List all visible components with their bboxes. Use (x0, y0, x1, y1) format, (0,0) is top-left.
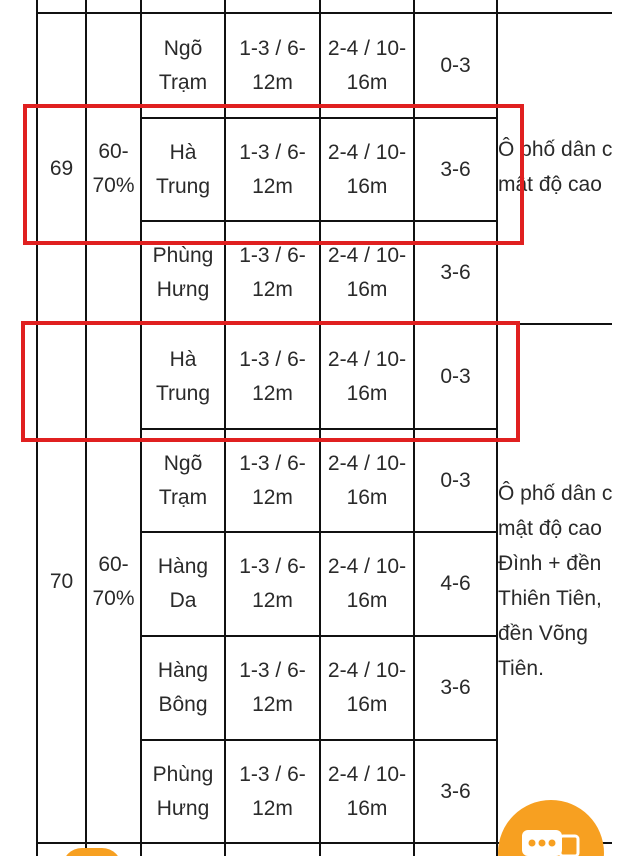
value-cell: 4-6 (440, 572, 471, 595)
value-cell: 3-6 (440, 676, 471, 699)
floors-cell: 1-3 / 6- 12m (239, 659, 306, 716)
chat-bubble-icon (520, 826, 584, 856)
width-cell: 2-4 / 10- 16m (327, 36, 407, 94)
street-cell: Hàng Da (157, 555, 209, 612)
street-cell: Phùng Hưng (152, 243, 214, 301)
street-cell: Hà Trung (155, 140, 211, 198)
highlight-box-row69 (23, 104, 524, 245)
value-cell: 3-6 (440, 779, 471, 803)
value-cell: 3-6 (440, 157, 471, 181)
width-cell: 2-4 / 10- 16m (327, 243, 407, 301)
value-cell: 0-3 (440, 468, 471, 492)
width-cell: 2-4 / 10- 16m (327, 659, 407, 716)
floors-cell: 1-3 / 6- 12m (239, 243, 306, 301)
street-cell: Phùng Hưng (152, 762, 214, 820)
highlight-box-row70 (21, 321, 520, 442)
width-cell: 2-4 / 10- 16m (327, 555, 407, 612)
note-cell: Ô phố dân c mật độ cao Đình + đền Thiên Tiên, đền Võng Tiên. (498, 482, 613, 680)
row-number: 69 (49, 156, 74, 180)
floors-cell: 1-3 / 6- 12m (239, 36, 306, 94)
floors-cell: 1-3 / 6- 12m (239, 555, 306, 612)
width-cell: 2-4 / 10- 16m (327, 762, 407, 820)
street-cell: Ngõ Trạm (158, 36, 208, 94)
density-cell: 60- 70% (92, 139, 135, 197)
width-cell: 2-4 / 10- 16m (327, 347, 407, 405)
street-cell: Ngõ Trạm (158, 451, 208, 509)
note-cell: Ô phố dân c mật độ cao (498, 138, 613, 196)
floors-cell: 1-3 / 6- 12m (239, 140, 306, 198)
floors-cell: 1-3 / 6- 12m (239, 451, 306, 509)
street-cell: Hà Trung (155, 347, 211, 405)
width-cell: 2-4 / 10- 16m (327, 451, 407, 509)
street-cell: Hàng Bông (157, 659, 209, 716)
value-cell: 0-3 (440, 364, 471, 388)
floating-button-partial[interactable] (62, 848, 122, 856)
density-cell: 60- 70% (92, 553, 135, 610)
value-cell: 0-3 (440, 53, 471, 77)
floors-cell: 1-3 / 6- 12m (239, 762, 306, 820)
value-cell: 3-6 (440, 260, 471, 284)
row-number: 70 (49, 570, 74, 593)
chat-floating-button[interactable] (498, 800, 604, 856)
width-cell: 2-4 / 10- 16m (327, 140, 407, 198)
floors-cell: 1-3 / 6- 12m (239, 347, 306, 405)
